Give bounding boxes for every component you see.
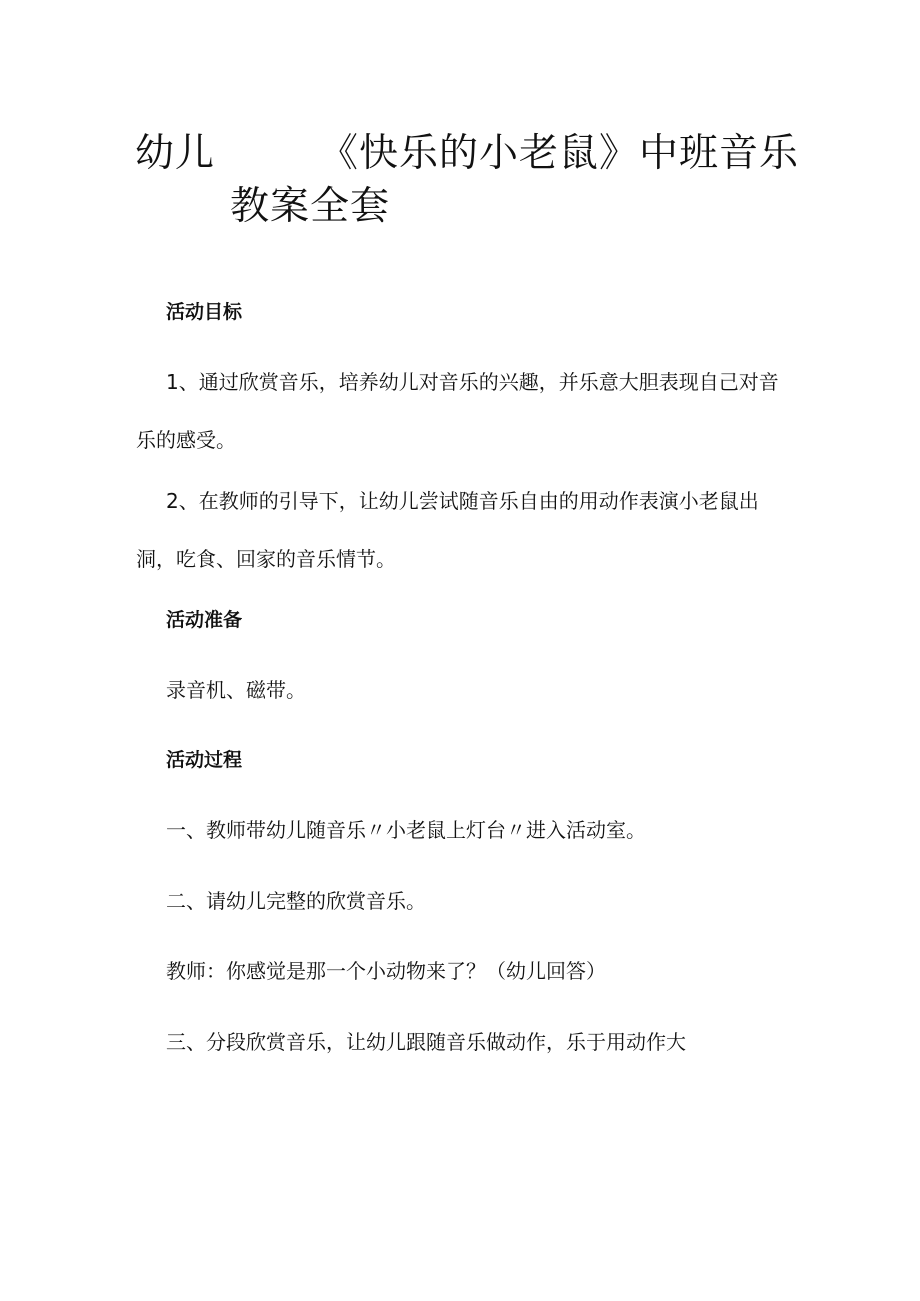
goal-paragraph-2: 2、在教师的引导下，让幼儿尝试随音乐自由的用动作表演小老鼠出洞，吃食、回家的音乐情节。 (136, 489, 759, 571)
process-step-1: 一、教师带幼儿随音乐〃小老鼠上灯台〃进入活动室。 (166, 818, 646, 842)
section-heading-process: 活动过程 (166, 749, 243, 771)
document-title-line-1 (135, 130, 799, 178)
process-teacher-question: 教师：你感觉是那一个小动物来了？（幼儿回答） (166, 959, 606, 983)
section-heading-goals: 活动目标 (166, 301, 243, 323)
document-title-line-2: 教案全套 (230, 184, 391, 229)
process-step-2: 二、请幼儿完整的欣赏音乐。 (166, 889, 426, 913)
process-step-3: 三、分段欣赏音乐，让幼儿跟随音乐做动作，乐于用动作大 (166, 1030, 686, 1054)
section-heading-preparation: 活动准备 (166, 609, 243, 631)
preparation-text: 录音机、磁带。 (166, 678, 306, 702)
title-part-right: 《快乐的小老鼠》中班音乐 (319, 131, 800, 176)
title-part-left: 幼儿 (135, 131, 216, 176)
goal-paragraph-1: 1、通过欣赏音乐，培养幼儿对音乐的兴趣，并乐意大胆表现自己对音乐的感受。 (136, 370, 779, 452)
